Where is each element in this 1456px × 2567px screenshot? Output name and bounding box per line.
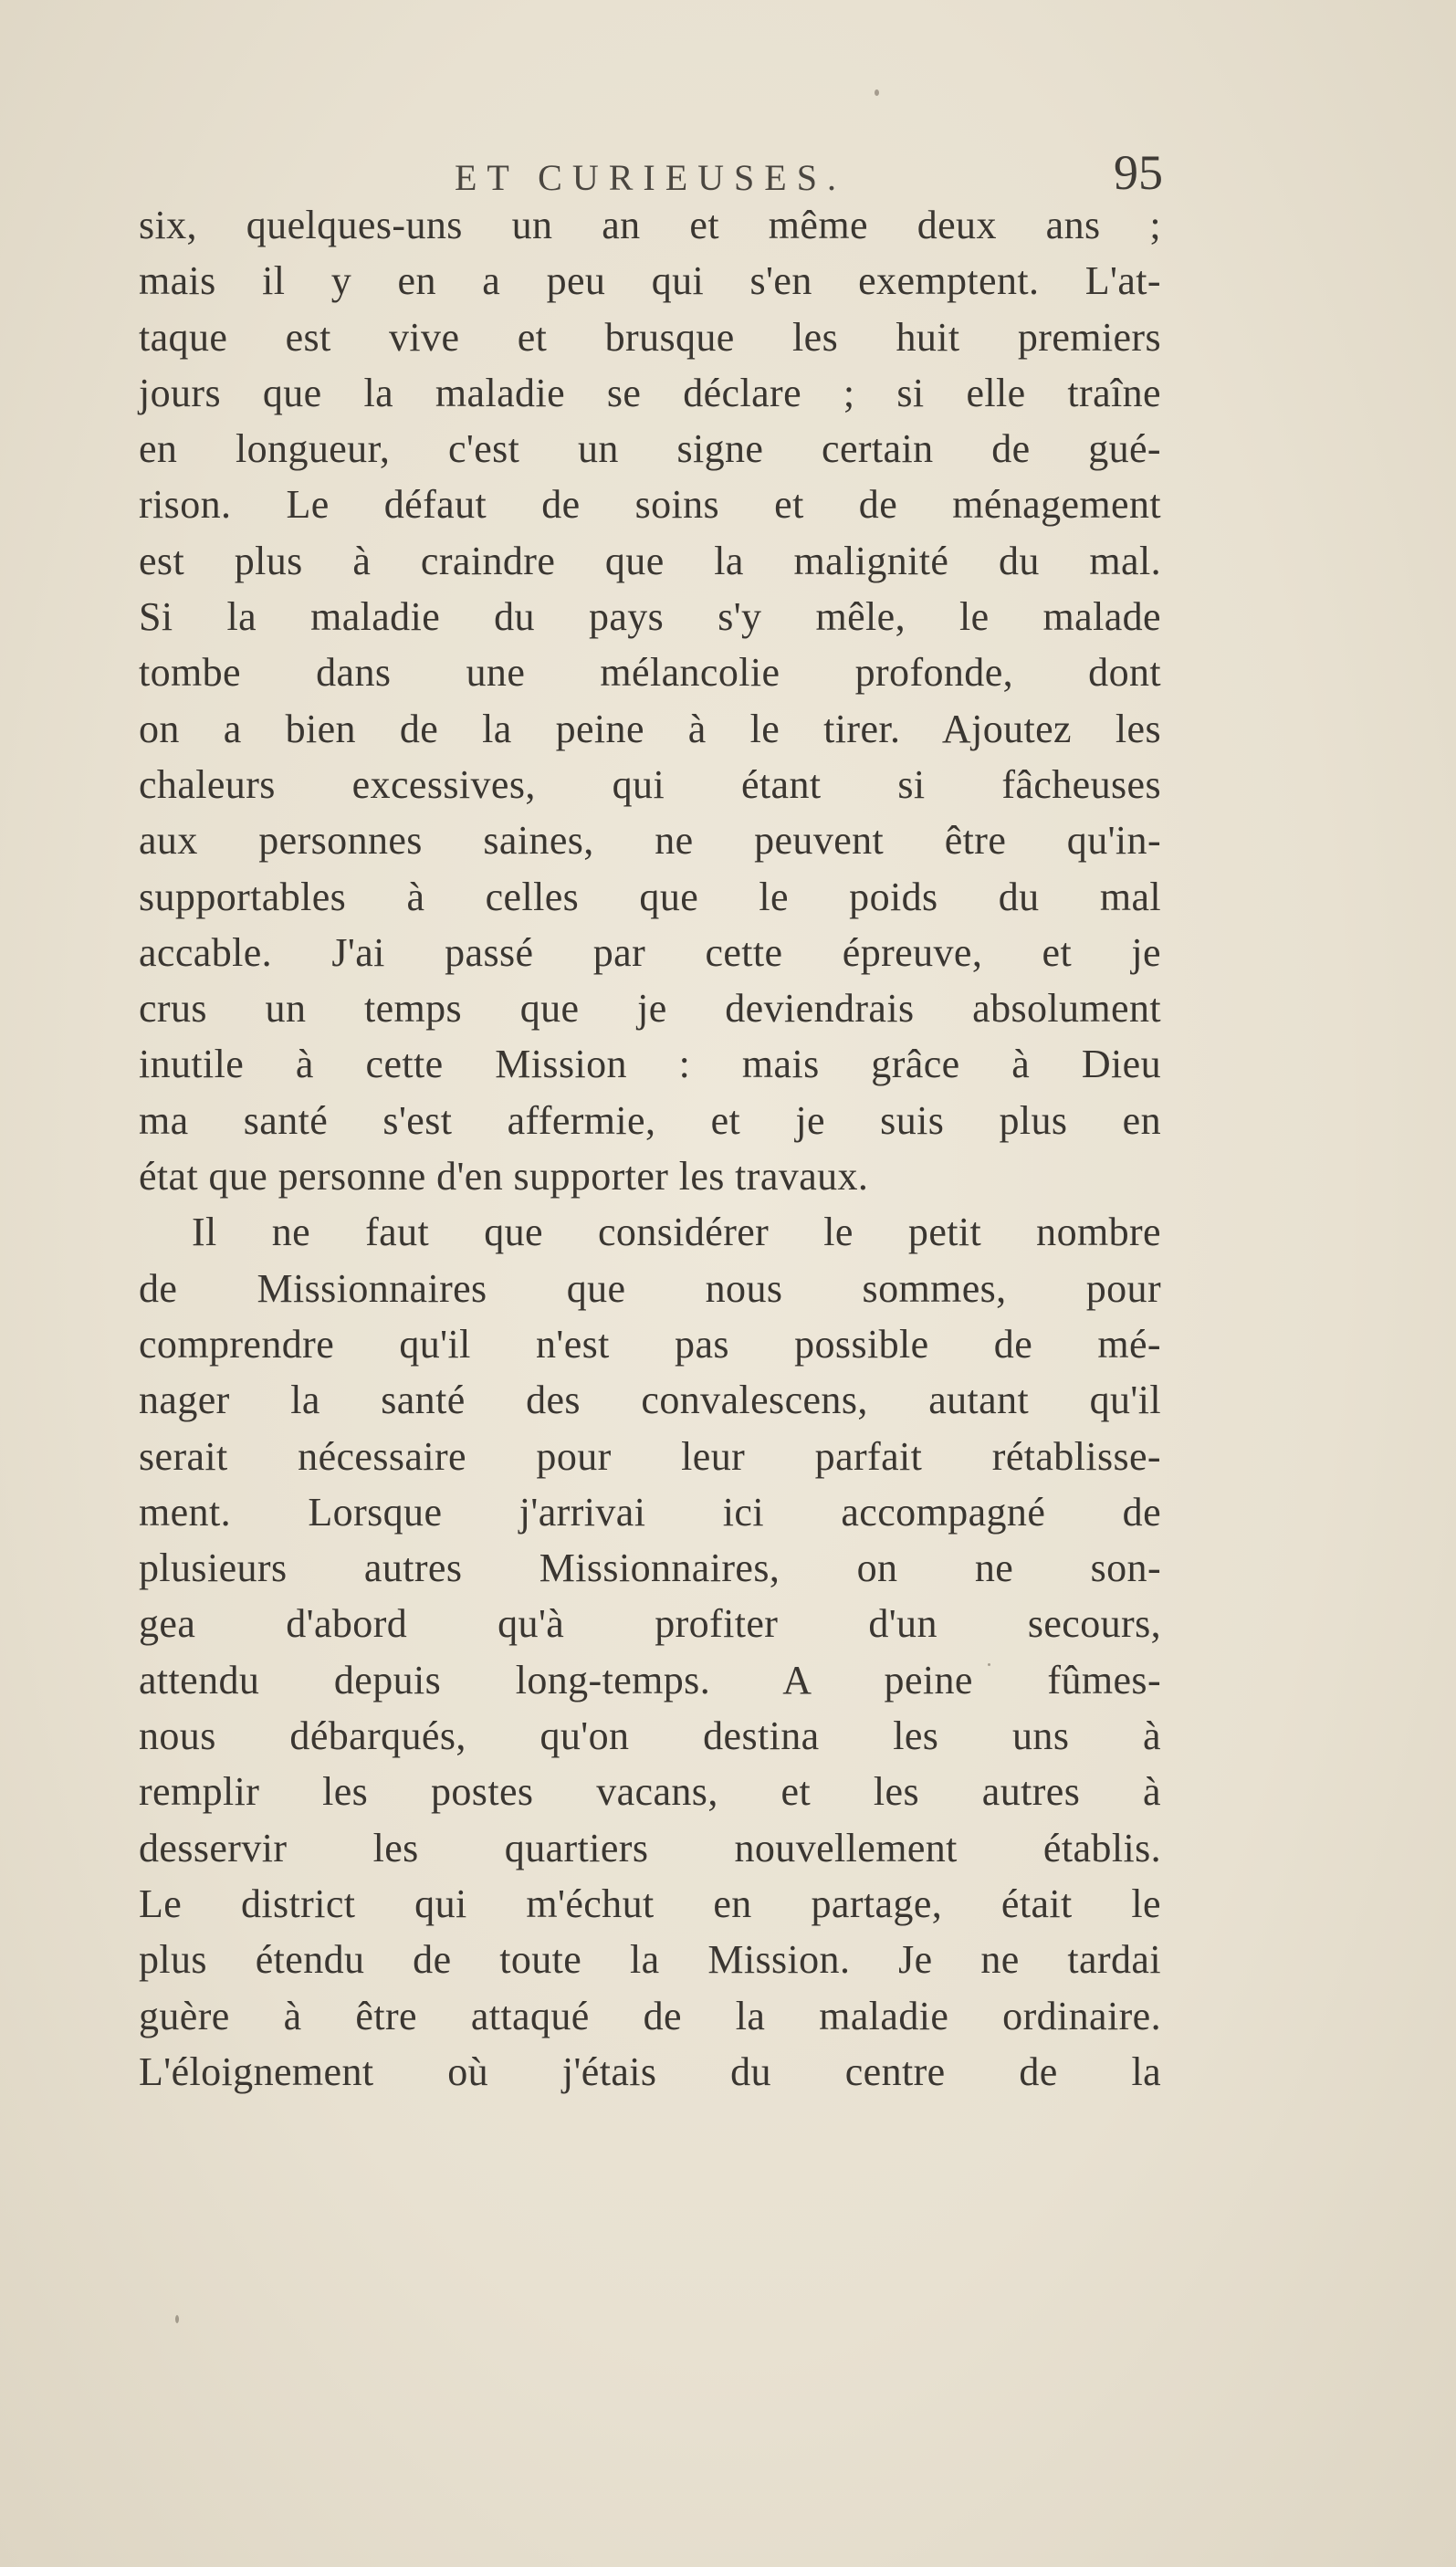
text-line: attendu depuis long-temps. A peine fûmes- [139,1657,1161,1703]
text-line: aux personnes saines, ne peuvent être qu'in- [139,818,1161,864]
text-line: nager la santé des convalescens, autant qu'il [139,1378,1161,1423]
text-line: L'éloignement où j'étais du centre de la [139,2048,1161,2094]
text-line: chaleurs excessives, qui étant si fâcheuses [139,761,1161,807]
text-line: six, quelques-uns un an et même deux ans ; [139,203,1161,247]
ink-speck [175,2315,179,2323]
text-line: en longueur, c'est un signe certain de gué- [139,426,1161,472]
text-line: nous débarqués, qu'on destina les uns à [139,1713,1161,1759]
text-line: rison. Le défaut de soins et de ménagement [139,482,1161,528]
text-line: taque est vive et brusque les huit premiers [139,314,1161,360]
text-line: ma santé s'est affermie, et je suis plus en [139,1097,1161,1143]
text-line: jours que la maladie se déclare ; si elle traîne [139,370,1161,415]
text-line: plusieurs autres Missionnaires, on ne son- [139,1545,1161,1591]
text-line: ment. Lorsque j'arrivai ici accompagné de [139,1489,1161,1535]
text-line: de Missionnaires que nous sommes, pour [139,1265,1161,1311]
text-line: état que personne d'en supporter les travaux. [139,1154,869,1200]
text-line: remplir les postes vacans, et les autres à [139,1769,1161,1815]
text-line: Il ne faut que considérer le petit nombre [192,1210,1161,1255]
page-number: 95 [1114,145,1163,200]
text-line: Si la maladie du pays s'y mêle, le malade [139,594,1161,640]
text-line: tombe dans une mélancolie profonde, dont [139,650,1161,696]
ink-speck [875,89,879,96]
text-line: comprendre qu'il n'est pas possible de mé- [139,1321,1161,1367]
text-line: mais il y en a peu qui s'en exemptent. L'at- [139,258,1161,304]
text-line: Le district qui m'échut en partage, était le [139,1881,1161,1926]
text-line: gea d'abord qu'à profiter d'un secours, [139,1601,1161,1647]
text-line: guère à être attaqué de la maladie ordinaire. [139,1993,1161,2038]
text-line: desservir les quartiers nouvellement établis. [139,1825,1161,1870]
text-line: supportables à celles que le poids du mal [139,874,1161,919]
text-line: est plus à craindre que la malignité du mal. [139,538,1161,583]
text-line: accable. J'ai passé par cette épreuve, et je [139,929,1161,975]
text-line: inutile à cette Mission : mais grâce à Dieu [139,1042,1161,1087]
text-line: crus un temps que je deviendrais absolument [139,986,1161,1032]
text-line: plus étendu de toute la Mission. Je ne tardai [139,1937,1161,1983]
body-text [139,197,1161,2100]
text-line: serait nécessaire pour leur parfait rétablisse- [139,1433,1161,1479]
running-head: ET CURIEUSES. [455,157,846,198]
text-line: on a bien de la peine à le tirer. Ajoutez les [139,706,1161,751]
